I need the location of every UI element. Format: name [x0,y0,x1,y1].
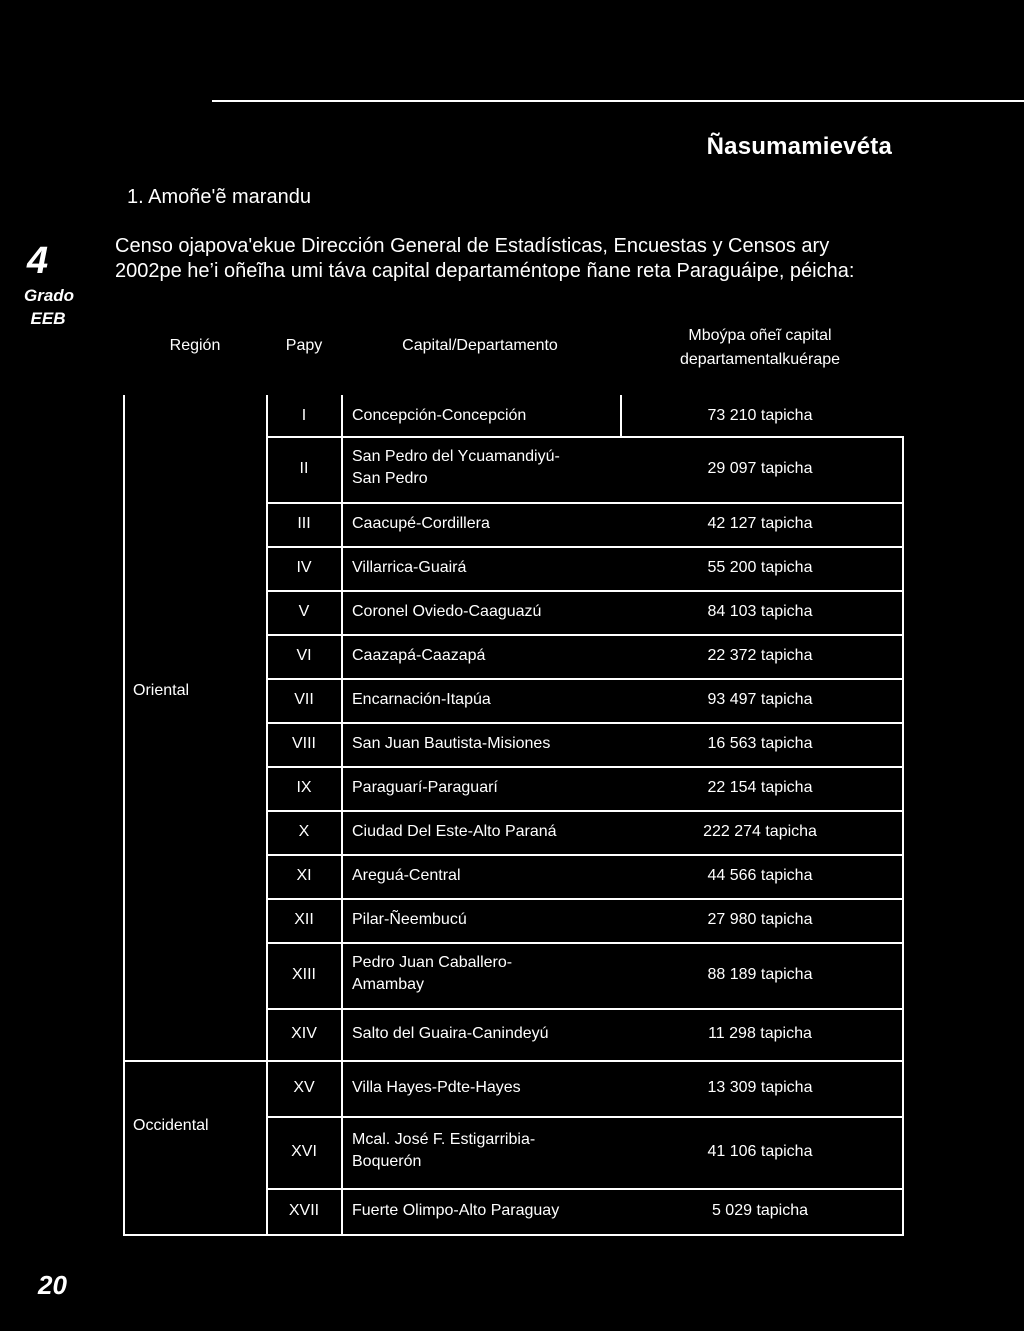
row-number: IX [296,779,312,796]
table-region-divider [123,1060,902,1062]
table-border-right [902,436,904,1234]
row-population: 44 566 tapicha [707,867,813,884]
row-capital-department [352,689,491,711]
capital-line: San Pedro del Ycuamandiyú- [352,448,560,465]
capital-line: Areguá-Central [352,867,461,884]
row-number: XV [293,1079,315,1096]
capital-line: Caazapá-Caazapá [352,647,486,664]
row-capital-department [352,1023,549,1045]
row-number: XI [296,867,312,884]
row-number: IV [296,559,312,576]
row-number: V [298,603,310,620]
intro-paragraph [115,234,995,284]
table-row-divider [266,678,902,680]
row-number: X [298,823,310,840]
row-population: 93 497 tapicha [707,691,813,708]
capital-line: Villa Hayes-Pdte-Hayes [352,1079,521,1096]
table-row-divider [266,722,902,724]
header-capital: Capital/Departamento [402,337,558,354]
row-number: XIII [291,966,316,983]
capital-line: Pilar-Ñeembucú [352,911,467,928]
row-capital-department [352,405,526,427]
grade-word: Grado [24,286,75,305]
table-row-divider [266,766,902,768]
table-row-divider [266,898,902,900]
row-capital-department [352,645,485,667]
table-divider-papy [266,395,268,1234]
row-number: VI [296,647,312,664]
row-capital-department [352,513,490,535]
table-row-divider [266,854,902,856]
page-number: 20 [38,1270,67,1300]
row-population: 27 980 tapicha [707,911,813,928]
table-row-divider [266,634,902,636]
row-capital-department [352,909,467,931]
row-number: XVII [288,1202,320,1219]
table-row-divider [266,1188,902,1190]
row-capital-department [352,952,512,996]
grade-number: 4 [27,240,49,282]
header-count-line: Mboýpa oñeĩ capital [688,327,832,344]
row-population: 73 210 tapicha [707,406,813,424]
row-population: 41 106 tapicha [707,1143,813,1160]
exercise-title: 1. Amoñe'ẽ marandu [127,186,311,208]
header-papy: Papy [285,337,323,354]
row-number: II [299,460,309,477]
capital-line: Ciudad Del Este-Alto Paraná [352,823,557,840]
table-divider-count [620,395,622,436]
section-title: Ñasumamievéta [706,133,892,160]
table-row-divider [266,436,902,438]
row-population: 22 154 tapicha [707,779,813,796]
row-capital-department [352,865,461,887]
top-rule [212,100,1024,102]
row-population: 222 274 tapicha [703,823,817,840]
capital-line: Encarnación-Itapúa [352,691,491,708]
capital-line: Amambay [352,976,425,993]
table-row-divider [266,942,902,944]
intro-line: 2002pe he’i oñeĩha umi táva capital departaméntope ñane reta Paraguáipe, péicha: [115,260,855,282]
capital-line: Mcal. José F. Estigarribia- [352,1131,536,1148]
table-row-divider [266,1008,902,1010]
table-divider-capital [341,395,343,1234]
row-capital-department [352,821,557,843]
capital-line: Caacupé-Cordillera [352,515,490,532]
header-count [650,324,870,372]
grade-level: EEB [30,309,66,328]
capital-line: San Pedro [352,470,428,487]
row-capital-department [352,601,541,623]
row-population: 42 127 tapicha [707,515,813,532]
region-oriental: Oriental [133,682,190,699]
row-number: XII [294,911,314,928]
row-population: 5 029 tapicha [711,1202,809,1219]
row-population: 84 103 tapicha [707,603,813,620]
row-population: 11 298 tapicha [708,1025,812,1042]
row-capital-department [352,1200,559,1222]
row-population: 88 189 tapicha [707,966,813,983]
row-capital-department [352,1129,535,1173]
table-row-divider [266,810,902,812]
row-population: 29 097 tapicha [707,460,813,477]
capital-line: Pedro Juan Caballero- [352,954,513,971]
row-number: I [301,406,307,424]
row-population: 22 372 tapicha [707,647,813,664]
capital-line: Boquerón [352,1153,422,1170]
row-capital-department [352,446,560,490]
capital-line: San Juan Bautista-Misiones [352,735,551,752]
capital-line: Coronel Oviedo-Caaguazú [352,603,542,620]
table-border-bottom [123,1234,904,1236]
row-population: 13 309 tapicha [707,1079,813,1096]
row-population: 55 200 tapicha [707,559,813,576]
row-number: VII [294,691,314,708]
capital-line: Paraguarí-Paraguarí [352,779,498,796]
table-border-left [123,395,125,1234]
table-row-divider [266,546,902,548]
row-number: VIII [291,735,316,752]
row-capital-department [352,733,550,755]
table-row-divider [266,1116,902,1118]
region-occidental: Occidental [133,1117,209,1134]
capital-line: Salto del Guaira-Canindeyú [352,1025,549,1042]
capital-line: Villarrica-Guairá [352,559,467,576]
header-count-line: departamentalkuérape [679,351,841,368]
row-population: 16 563 tapicha [707,735,813,752]
row-capital-department [352,777,498,799]
capital-line: Concepción-Concepción [352,406,527,424]
table-row-divider [266,502,902,504]
table-row-divider [266,590,902,592]
intro-line: Censo ojapova'ekue Dirección General de Estadísticas, Encuestas y Censos ary [115,235,830,257]
header-region: Región [169,337,221,354]
capital-line: Fuerte Olimpo-Alto Paraguay [352,1202,560,1219]
row-number: III [297,515,311,532]
row-number: XVI [291,1143,317,1160]
row-capital-department [352,557,466,579]
row-capital-department [352,1077,521,1099]
row-number: XIV [291,1025,317,1042]
